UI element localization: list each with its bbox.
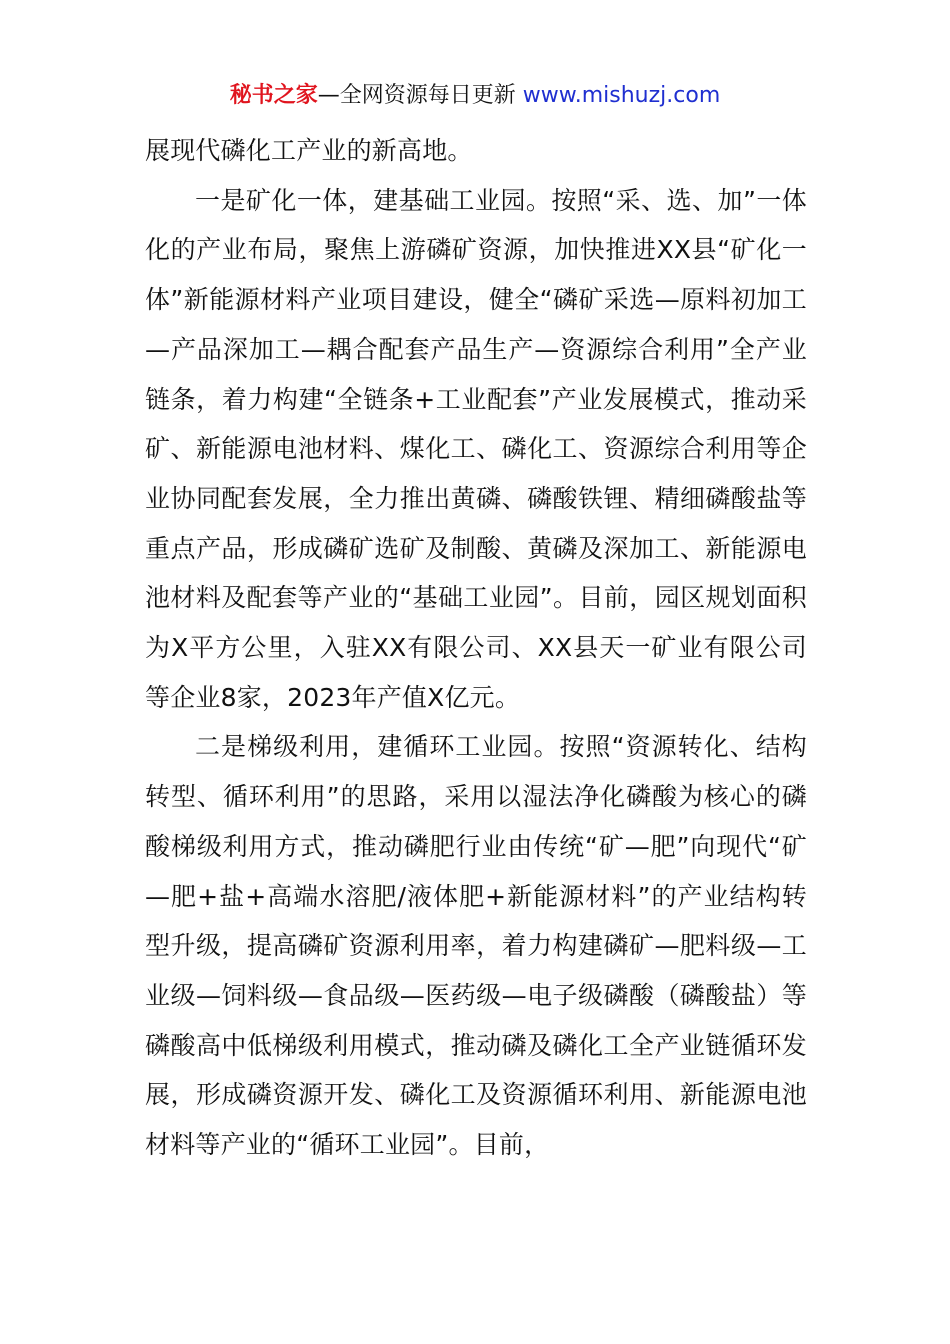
document-body [145, 126, 807, 1170]
site-header [0, 82, 950, 110]
site-url-link[interactable]: www.mishuzj.com [522, 83, 721, 108]
paragraph-continuation: 展现代磷化工产业的新高地。 [145, 136, 473, 165]
header-tagline: —全网资源每日更新 [317, 83, 516, 108]
paragraph-circular-industrial-park: 二是梯级利用，建循环工业园。按照“资源转化、结构转型、循环利用”的思路，采用以湿法净化磷酸为核心的磷酸梯级利用方式，推动磷肥行业由传统“矿—肥”向现代“矿—肥+盐+高端水溶肥/液体肥+新能源材料”的产业结构转型升级，提高磷矿资源利用率，着力构建磷矿—肥料级—工业级—饲料级—食品级—医药级—电子级磷酸（磷酸盐）等磷酸高中低梯级利用模式，推动磷及磷化工全产业链循环发展，形成磷资源开发、磷化工及资源循环利用、新能源电池材料等产业的“循环工业园”。目前， [145, 732, 807, 1160]
brand-name: 秘书之家 [229, 83, 318, 108]
paragraph-basic-industrial-park: 一是矿化一体，建基础工业园。按照“采、选、加”一体化的产业布局，聚焦上游磷矿资源，加快推进XX县“矿化一体”新能源材料产业项目建设，健全“磷矿采选—原料初加工—产品深加工—耦合配套产品生产—资源综合利用”全产业链条，着力构建“全链条+工业配套”产业发展模式，推动采矿、新能源电池材料、煤化工、磷化工、资源综合利用等企业协同配套发展，全力推出黄磷、磷酸铁锂、精细磷酸盐等重点产品，形成磷矿选矿及制酸、黄磷及深加工、新能源电池材料及配套等产业的“基础工业园”。目前，园区规划面积为X平方公里，入驻XX有限公司、XX县天一矿业有限公司等企业8家，2023年产值X亿元。 [145, 185, 807, 712]
